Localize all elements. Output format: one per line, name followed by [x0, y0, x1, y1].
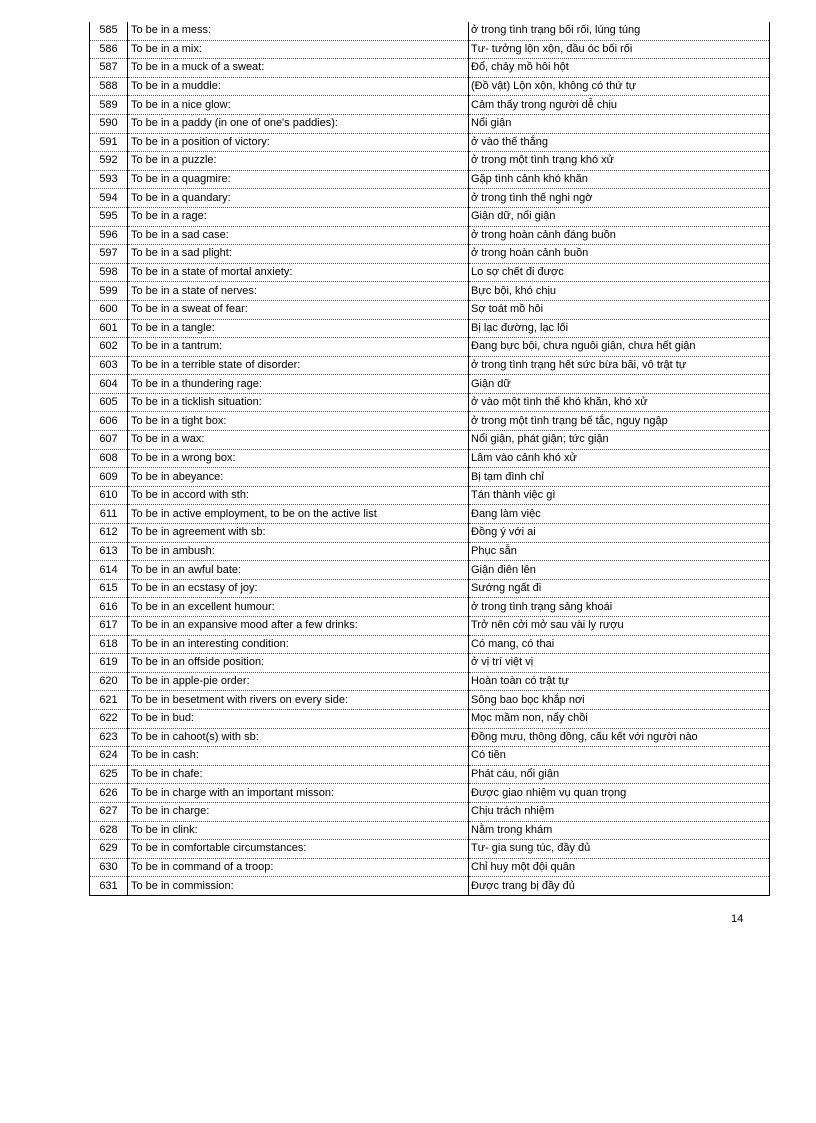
table-row	[90, 524, 770, 543]
entry-number: 622	[90, 709, 128, 728]
vietnamese-meaning: ở trong tình trạng sảng khoái	[469, 598, 770, 617]
entry-number: 612	[90, 524, 128, 543]
vietnamese-meaning: Nằm trong khám	[469, 821, 770, 840]
table-row	[90, 765, 770, 784]
english-phrase: To be in a wrong box:	[128, 449, 469, 468]
english-phrase: To be in a sweat of fear:	[128, 300, 469, 319]
table-row	[90, 561, 770, 580]
english-phrase: To be in a mix:	[128, 40, 469, 59]
english-phrase: To be in active employment, to be on the active list	[128, 505, 469, 524]
vietnamese-meaning: Được giao nhiệm vụ quan trọng	[469, 784, 770, 803]
english-phrase: To be in cash:	[128, 747, 469, 766]
vietnamese-meaning: Đồng mưu, thông đồng, cấu kết với người nào	[469, 728, 770, 747]
entry-number: 605	[90, 393, 128, 412]
table-row	[90, 133, 770, 152]
vietnamese-meaning: Bị lạc đường, lạc lối	[469, 319, 770, 338]
entry-number: 608	[90, 449, 128, 468]
table-row	[90, 691, 770, 710]
vietnamese-meaning: Phục sẵn	[469, 542, 770, 561]
table-row	[90, 393, 770, 412]
english-phrase: To be in charge:	[128, 802, 469, 821]
table-row	[90, 840, 770, 859]
table-row	[90, 579, 770, 598]
vietnamese-meaning: Trở nên cởi mở sau vài ly rượu	[469, 617, 770, 636]
vietnamese-meaning: Tán thành việc gì	[469, 486, 770, 505]
english-phrase: To be in a sad plight:	[128, 245, 469, 264]
english-phrase: To be in clink:	[128, 821, 469, 840]
table-row	[90, 431, 770, 450]
table-row	[90, 617, 770, 636]
vietnamese-meaning: Giận dữ	[469, 375, 770, 394]
table-row	[90, 858, 770, 877]
english-phrase: To be in accord with sth:	[128, 486, 469, 505]
table-row	[90, 654, 770, 673]
vietnamese-meaning: Lâm vào cảnh khó xử	[469, 449, 770, 468]
english-phrase: To be in an excellent humour:	[128, 598, 469, 617]
vietnamese-meaning: ở trong một tình trạng bế tắc, nguy ngập	[469, 412, 770, 431]
entry-number: 627	[90, 802, 128, 821]
table-row	[90, 542, 770, 561]
entry-number: 593	[90, 170, 128, 189]
table-row	[90, 802, 770, 821]
entry-number: 628	[90, 821, 128, 840]
english-phrase: To be in a puzzle:	[128, 152, 469, 171]
vietnamese-meaning: Lo sợ chết đi được	[469, 263, 770, 282]
english-phrase: To be in a ticklish situation:	[128, 393, 469, 412]
entry-number: 631	[90, 877, 128, 896]
english-phrase: To be in an awful bate:	[128, 561, 469, 580]
english-phrase: To be in a tantrum:	[128, 338, 469, 357]
vietnamese-meaning: ở vị trí việt vị	[469, 654, 770, 673]
table-row	[90, 22, 770, 40]
entry-number: 602	[90, 338, 128, 357]
entry-number: 607	[90, 431, 128, 450]
english-phrase: To be in chafe:	[128, 765, 469, 784]
table-row	[90, 505, 770, 524]
table-row	[90, 282, 770, 301]
table-row	[90, 728, 770, 747]
english-phrase: To be in a position of victory:	[128, 133, 469, 152]
vietnamese-meaning: ở trong tình trạng bối rối, lúng túng	[469, 22, 770, 40]
table-row	[90, 59, 770, 78]
vietnamese-meaning: Có tiền	[469, 747, 770, 766]
english-phrase: To be in a wax:	[128, 431, 469, 450]
vietnamese-meaning: ở vào một tình thế khó khăn, khó xử	[469, 393, 770, 412]
entry-number: 598	[90, 263, 128, 282]
table-row	[90, 747, 770, 766]
table-row	[90, 672, 770, 691]
vietnamese-meaning: (Đồ vật) Lộn xộn, không có thứ tự	[469, 77, 770, 96]
english-phrase: To be in a mess:	[128, 22, 469, 40]
entry-number: 587	[90, 59, 128, 78]
entry-number: 586	[90, 40, 128, 59]
entry-number: 624	[90, 747, 128, 766]
vietnamese-meaning: Phát cáu, nổi giận	[469, 765, 770, 784]
vietnamese-meaning: Giận dữ, nổi giận	[469, 207, 770, 226]
table-row	[90, 170, 770, 189]
table-row	[90, 338, 770, 357]
vietnamese-meaning: Bị tạm đình chỉ	[469, 468, 770, 487]
entry-number: 623	[90, 728, 128, 747]
table-row	[90, 226, 770, 245]
entry-number: 611	[90, 505, 128, 524]
english-phrase: To be in a state of mortal anxiety:	[128, 263, 469, 282]
english-phrase: To be in a thundering rage:	[128, 375, 469, 394]
table-row	[90, 598, 770, 617]
table-row	[90, 375, 770, 394]
vietnamese-meaning: Bực bội, khó chịu	[469, 282, 770, 301]
english-phrase: To be in agreement with sb:	[128, 524, 469, 543]
english-phrase: To be in a muddle:	[128, 77, 469, 96]
entry-number: 614	[90, 561, 128, 580]
table-row	[90, 96, 770, 115]
entry-number: 613	[90, 542, 128, 561]
vietnamese-meaning: Nổi giận	[469, 114, 770, 133]
table-row	[90, 635, 770, 654]
table-row	[90, 77, 770, 96]
table-row	[90, 877, 770, 896]
entry-number: 615	[90, 579, 128, 598]
vietnamese-meaning: Tư- tưởng lộn xộn, đầu óc bối rối	[469, 40, 770, 59]
entry-number: 604	[90, 375, 128, 394]
vietnamese-meaning: Chỉ huy một đội quân	[469, 858, 770, 877]
vietnamese-meaning: Sông bao bọc khắp nơi	[469, 691, 770, 710]
table-row	[90, 784, 770, 803]
entry-number: 630	[90, 858, 128, 877]
table-row	[90, 263, 770, 282]
vietnamese-meaning: Hoàn toàn có trật tự	[469, 672, 770, 691]
table-row	[90, 300, 770, 319]
english-phrase: To be in a paddy (in one of one's paddies):	[128, 114, 469, 133]
english-phrase: To be in a rage:	[128, 207, 469, 226]
english-phrase: To be in a tight box:	[128, 412, 469, 431]
entry-number: 594	[90, 189, 128, 208]
english-phrase: To be in ambush:	[128, 542, 469, 561]
entry-number: 618	[90, 635, 128, 654]
entry-number: 592	[90, 152, 128, 171]
english-phrase: To be in bud:	[128, 709, 469, 728]
english-phrase: To be in an interesting condition:	[128, 635, 469, 654]
table-row	[90, 468, 770, 487]
entry-number: 603	[90, 356, 128, 375]
vietnamese-meaning: Tư- gia sung túc, đầy đủ	[469, 840, 770, 859]
vietnamese-meaning: Nổi giận, phát giận; tức giận	[469, 431, 770, 450]
entry-number: 599	[90, 282, 128, 301]
table-row	[90, 709, 770, 728]
entry-number: 590	[90, 114, 128, 133]
vietnamese-meaning: ở trong hoàn cảnh buồn	[469, 245, 770, 264]
vietnamese-meaning: ở trong một tình trạng khó xử	[469, 152, 770, 171]
english-phrase: To be in cahoot(s) with sb:	[128, 728, 469, 747]
table-row	[90, 319, 770, 338]
english-phrase: To be in a sad case:	[128, 226, 469, 245]
table-row	[90, 486, 770, 505]
english-phrase: To be in a tangle:	[128, 319, 469, 338]
english-phrase: To be in a state of nerves:	[128, 282, 469, 301]
entry-number: 585	[90, 22, 128, 40]
vietnamese-meaning: Sướng ngất đi	[469, 579, 770, 598]
entry-number: 620	[90, 672, 128, 691]
table-row	[90, 356, 770, 375]
english-phrase: To be in apple-pie order:	[128, 672, 469, 691]
entry-number: 629	[90, 840, 128, 859]
entry-number: 591	[90, 133, 128, 152]
vietnamese-meaning: ở trong tình trạng hết sức bừa bãi, vô trật tự	[469, 356, 770, 375]
vietnamese-meaning: Đồng ý với ai	[469, 524, 770, 543]
vietnamese-meaning: ở trong tình thế nghi ngờ	[469, 189, 770, 208]
english-phrase: To be in a muck of a sweat:	[128, 59, 469, 78]
english-phrase: To be in a quandary:	[128, 189, 469, 208]
entry-number: 600	[90, 300, 128, 319]
vietnamese-meaning: Có mang, có thai	[469, 635, 770, 654]
entry-number: 626	[90, 784, 128, 803]
vietnamese-meaning: Cảm thấy trong người dễ chịu	[469, 96, 770, 115]
english-phrase: To be in an expansive mood after a few drinks:	[128, 617, 469, 636]
entry-number: 621	[90, 691, 128, 710]
table-row	[90, 189, 770, 208]
vietnamese-meaning: Đang bực bội, chưa nguôi giận, chưa hết giận	[469, 338, 770, 357]
vietnamese-meaning: Mọc mầm non, nẩy chồi	[469, 709, 770, 728]
page-number: 14	[731, 913, 744, 925]
vietnamese-meaning: Được trang bị đầy đủ	[469, 877, 770, 896]
english-phrase: To be in abeyance:	[128, 468, 469, 487]
english-phrase: To be in commission:	[128, 877, 469, 896]
entry-number: 589	[90, 96, 128, 115]
english-phrase: To be in comfortable circumstances:	[128, 840, 469, 859]
english-phrase: To be in an offside position:	[128, 654, 469, 673]
vietnamese-meaning: ở vào thế thắng	[469, 133, 770, 152]
vietnamese-meaning: Gặp tình cảnh khó khăn	[469, 170, 770, 189]
table-row	[90, 245, 770, 264]
entry-number: 588	[90, 77, 128, 96]
entry-number: 596	[90, 226, 128, 245]
entry-number: 616	[90, 598, 128, 617]
table-row	[90, 821, 770, 840]
vietnamese-meaning: Chịu trách nhiệm	[469, 802, 770, 821]
vietnamese-meaning: Giận điên lên	[469, 561, 770, 580]
entry-number: 595	[90, 207, 128, 226]
entry-number: 601	[90, 319, 128, 338]
table-row	[90, 152, 770, 171]
table-row	[90, 412, 770, 431]
vietnamese-meaning: Đang làm việc	[469, 505, 770, 524]
table-row	[90, 114, 770, 133]
table-row	[90, 449, 770, 468]
vietnamese-meaning: Sợ toát mồ hôi	[469, 300, 770, 319]
idiom-table	[89, 22, 770, 896]
entry-number: 625	[90, 765, 128, 784]
table-row	[90, 40, 770, 59]
entry-number: 610	[90, 486, 128, 505]
english-phrase: To be in a quagmire:	[128, 170, 469, 189]
entry-number: 619	[90, 654, 128, 673]
table-row	[90, 207, 770, 226]
english-phrase: To be in a nice glow:	[128, 96, 469, 115]
english-phrase: To be in a terrible state of disorder:	[128, 356, 469, 375]
idiom-table-body	[90, 22, 770, 895]
english-phrase: To be in besetment with rivers on every side:	[128, 691, 469, 710]
english-phrase: To be in charge with an important misson:	[128, 784, 469, 803]
vietnamese-meaning: Đổ, chảy mồ hôi hột	[469, 59, 770, 78]
entry-number: 597	[90, 245, 128, 264]
english-phrase: To be in command of a troop:	[128, 858, 469, 877]
entry-number: 606	[90, 412, 128, 431]
entry-number: 617	[90, 617, 128, 636]
english-phrase: To be in an ecstasy of joy:	[128, 579, 469, 598]
vietnamese-meaning: ở trong hoàn cảnh đáng buồn	[469, 226, 770, 245]
entry-number: 609	[90, 468, 128, 487]
